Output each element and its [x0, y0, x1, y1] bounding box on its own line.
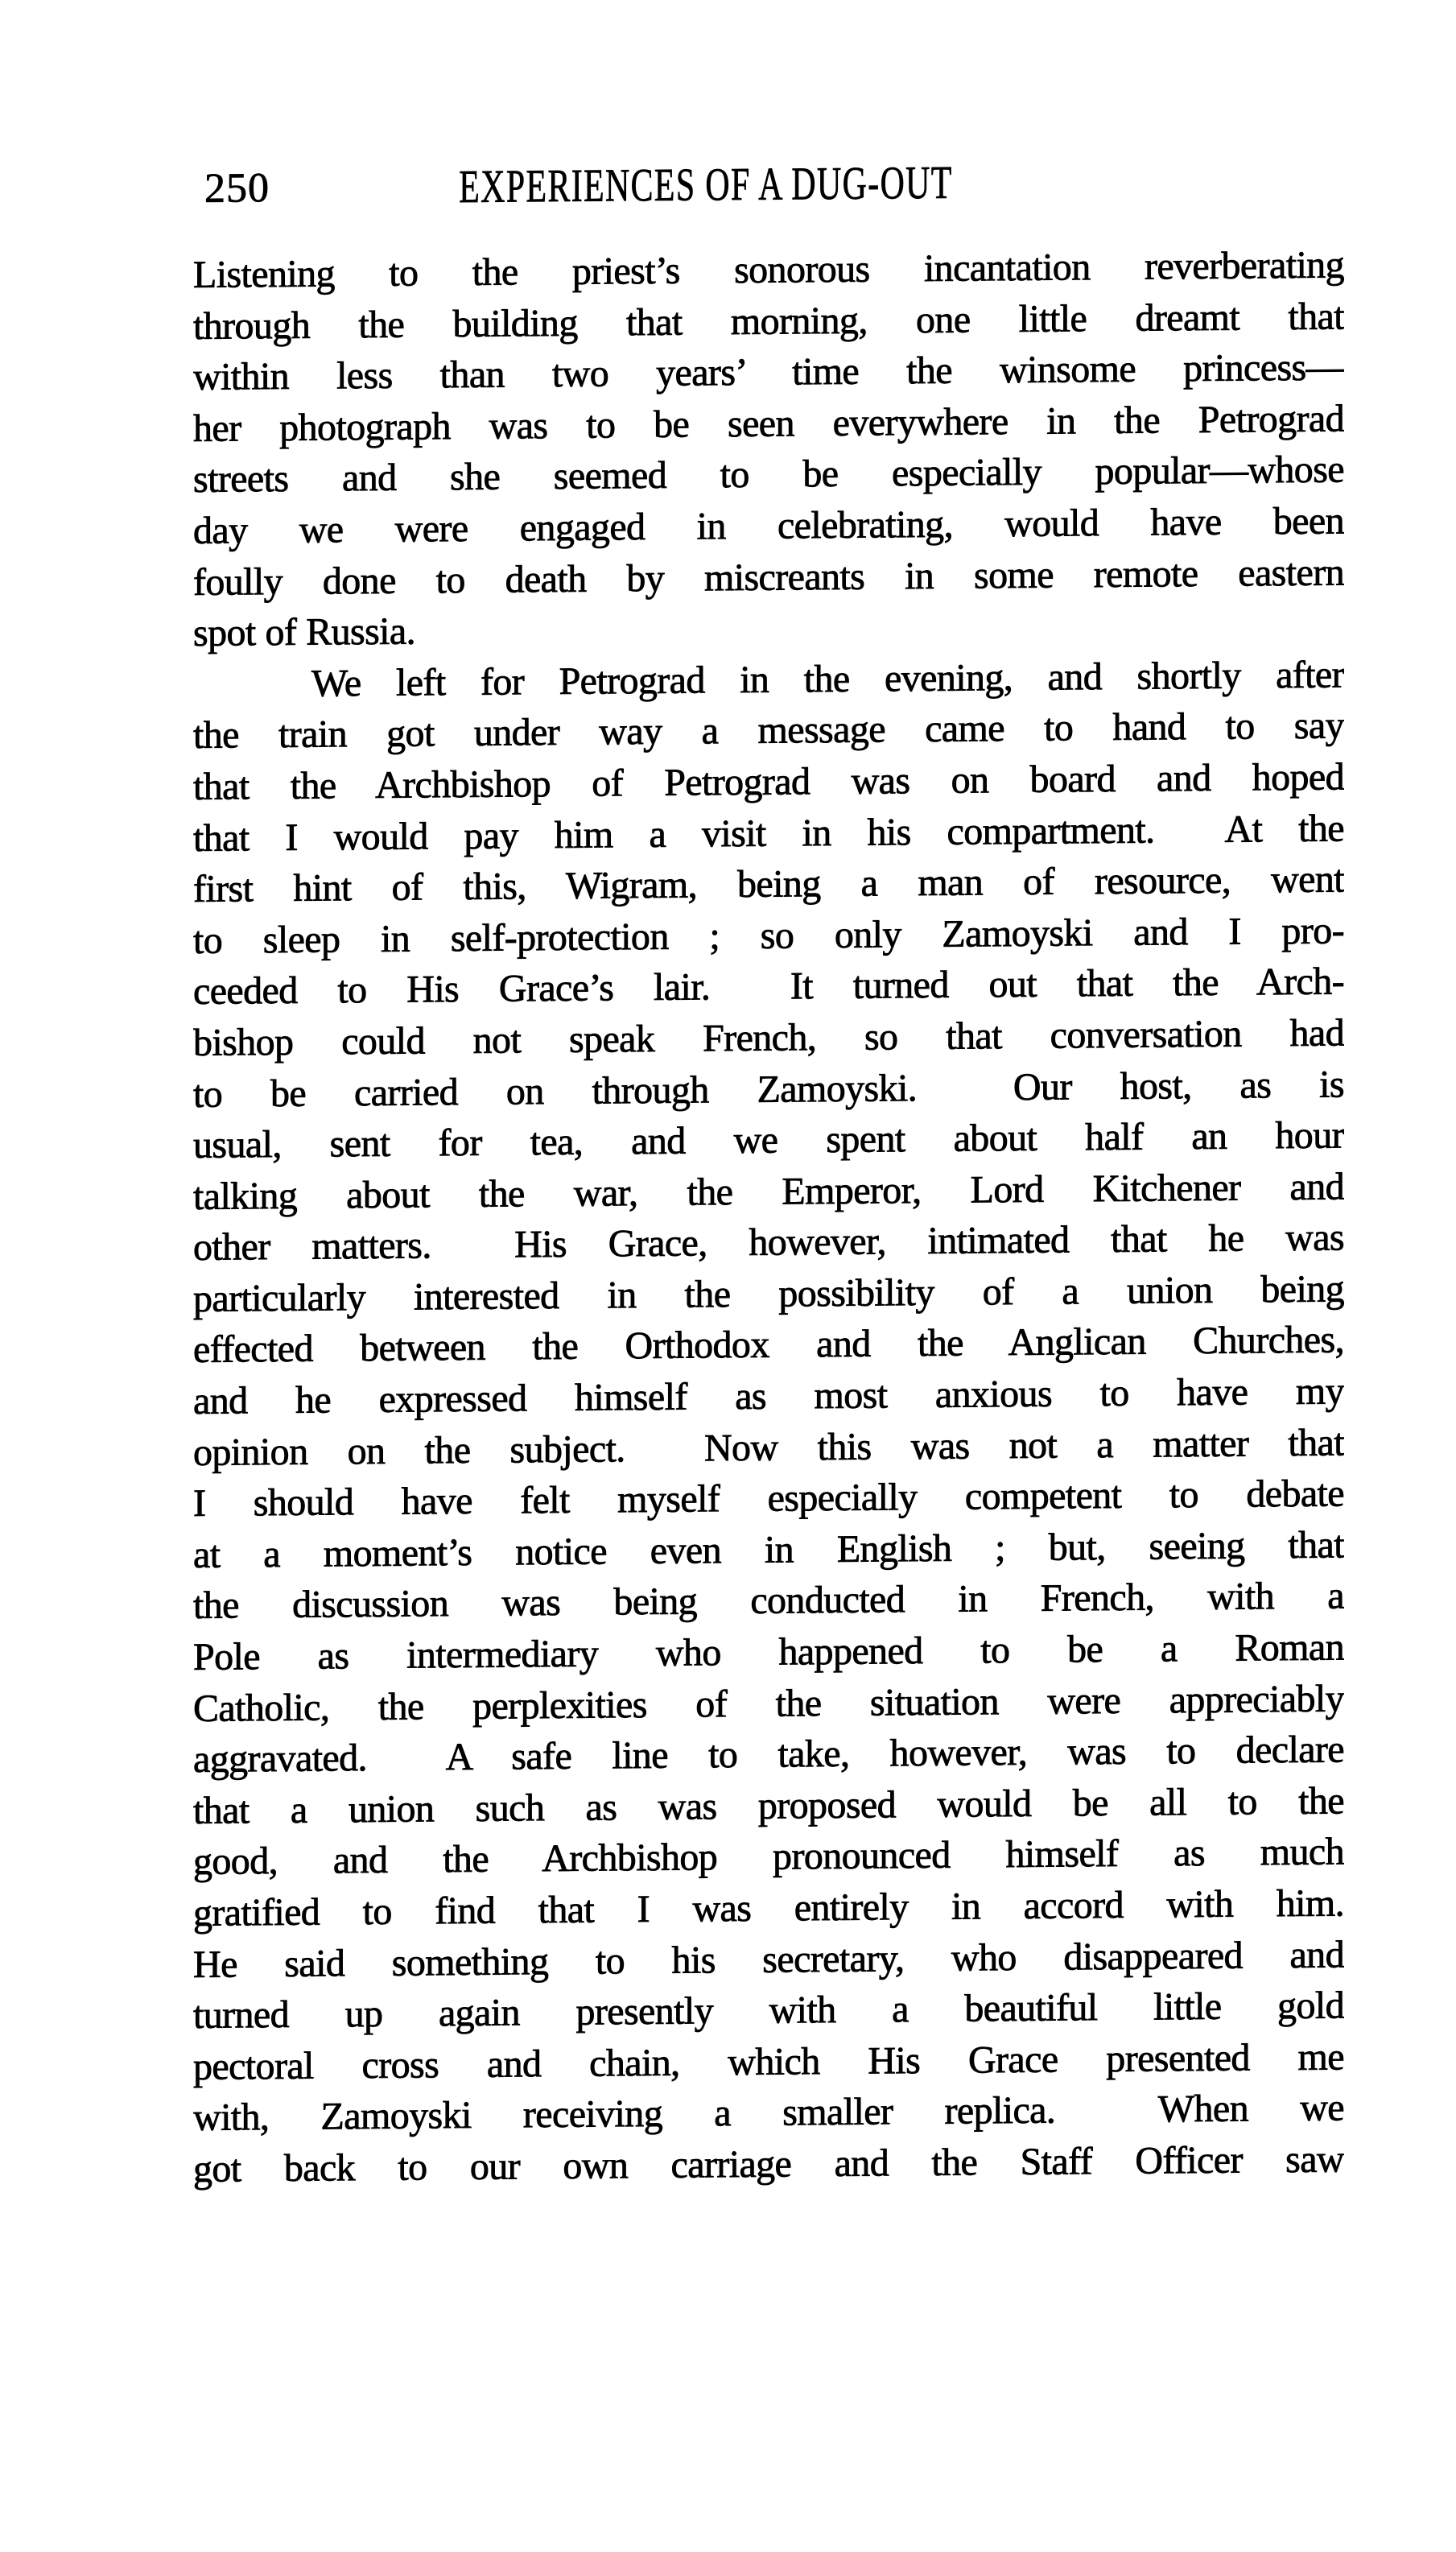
text-line: effected between the Orthodox and the Anglican Churches, [193, 1318, 1344, 1372]
text-line: day we were engaged in celebrating, would have been [193, 499, 1344, 552]
text-line: to be carried on through Zamoyski. Our host, as is [193, 1063, 1344, 1116]
text-line: got back to our own carriage and the Staff Officer saw [193, 2137, 1344, 2191]
text-line: good, and the Archbishop pronounced himself as much [193, 1830, 1344, 1884]
page-number: 250 [204, 165, 270, 212]
text-line: gratified to find that I was entirely in accord with him. [193, 1881, 1344, 1935]
text-line: streets and she seemed to be especially popular—whose [193, 448, 1344, 502]
running-title: EXPERIENCES OF A DUG-OUT [459, 155, 953, 213]
text-line: ceeded to His Grace’s lair. It turned out that the Arch- [193, 960, 1344, 1014]
text-line: opinion on the subject. Now this was not a matter that [193, 1421, 1344, 1474]
text-line: bishop could not speak French, so that conversation had [193, 1011, 1344, 1064]
text-line: the train got under way a message came to hand to say [193, 704, 1344, 758]
text-line: I should have felt myself especially competent to debate [193, 1472, 1344, 1526]
text-line: that I would pay him a visit in his compartment. At the [193, 807, 1344, 860]
text-line: the discussion was being conducted in French, with a [193, 1574, 1344, 1628]
text-line: pectoral cross and chain, which His Grace presented me [193, 2035, 1344, 2088]
text-line: He said something to his secretary, who disappeared and [193, 1933, 1344, 1986]
text-line: spot of Russia. [193, 609, 416, 655]
paragraph [193, 649, 1344, 2195]
text-line: and he expressed himself as most anxious to have my [193, 1369, 1344, 1423]
text-line: turned up again presently with a beautiful little gold [193, 1984, 1344, 2038]
text-line: usual, sent for tea, and we spent about half an hour [193, 1113, 1344, 1167]
paragraph [193, 240, 1344, 659]
text-line: first hint of this, Wigram, being a man of resource, went [193, 857, 1344, 911]
text-line: at a moment’s notice even in English ; but, seeing that [193, 1523, 1344, 1576]
text-line: Catholic, the perplexities of the situation were appreciably [193, 1677, 1344, 1730]
text-line: aggravated. A safe line to take, however, was to declare [193, 1728, 1344, 1782]
page-body [193, 240, 1344, 2195]
text-line: that a union such as was proposed would be all to the [193, 1779, 1344, 1832]
text-line: foully done to death by miscreants in some remote eastern [193, 551, 1344, 604]
running-header [193, 155, 1344, 213]
text-line: particularly interested in the possibility of a union being [193, 1267, 1344, 1320]
text-line: Pole as intermediary who happened to be a Roman [193, 1625, 1344, 1679]
text-line: Listening to the priest’s sonorous incantation reverberating [193, 243, 1344, 296]
text-line: with, Zamoyski receiving a smaller replica. When we [193, 2086, 1344, 2140]
text-line: through the building that morning, one little dreamt that [193, 295, 1344, 348]
text-line: other matters. His Grace, however, intimated that he was [193, 1216, 1344, 1270]
printed-area [193, 155, 1344, 2195]
text-line: within less than two years’ time the winsome princess— [193, 345, 1344, 399]
text-line: We left for Petrograd in the evening, and shortly after [311, 653, 1344, 705]
text-line: her photograph was to be seen everywhere in the Petrograd [193, 397, 1344, 450]
text-line: that the Archbishop of Petrograd was on board and hoped [193, 755, 1344, 808]
text-line: talking about the war, the Emperor, Lord Kitchener and [193, 1165, 1344, 1218]
text-line: to sleep in self-protection ; so only Zamoyski and I pro- [193, 909, 1344, 962]
